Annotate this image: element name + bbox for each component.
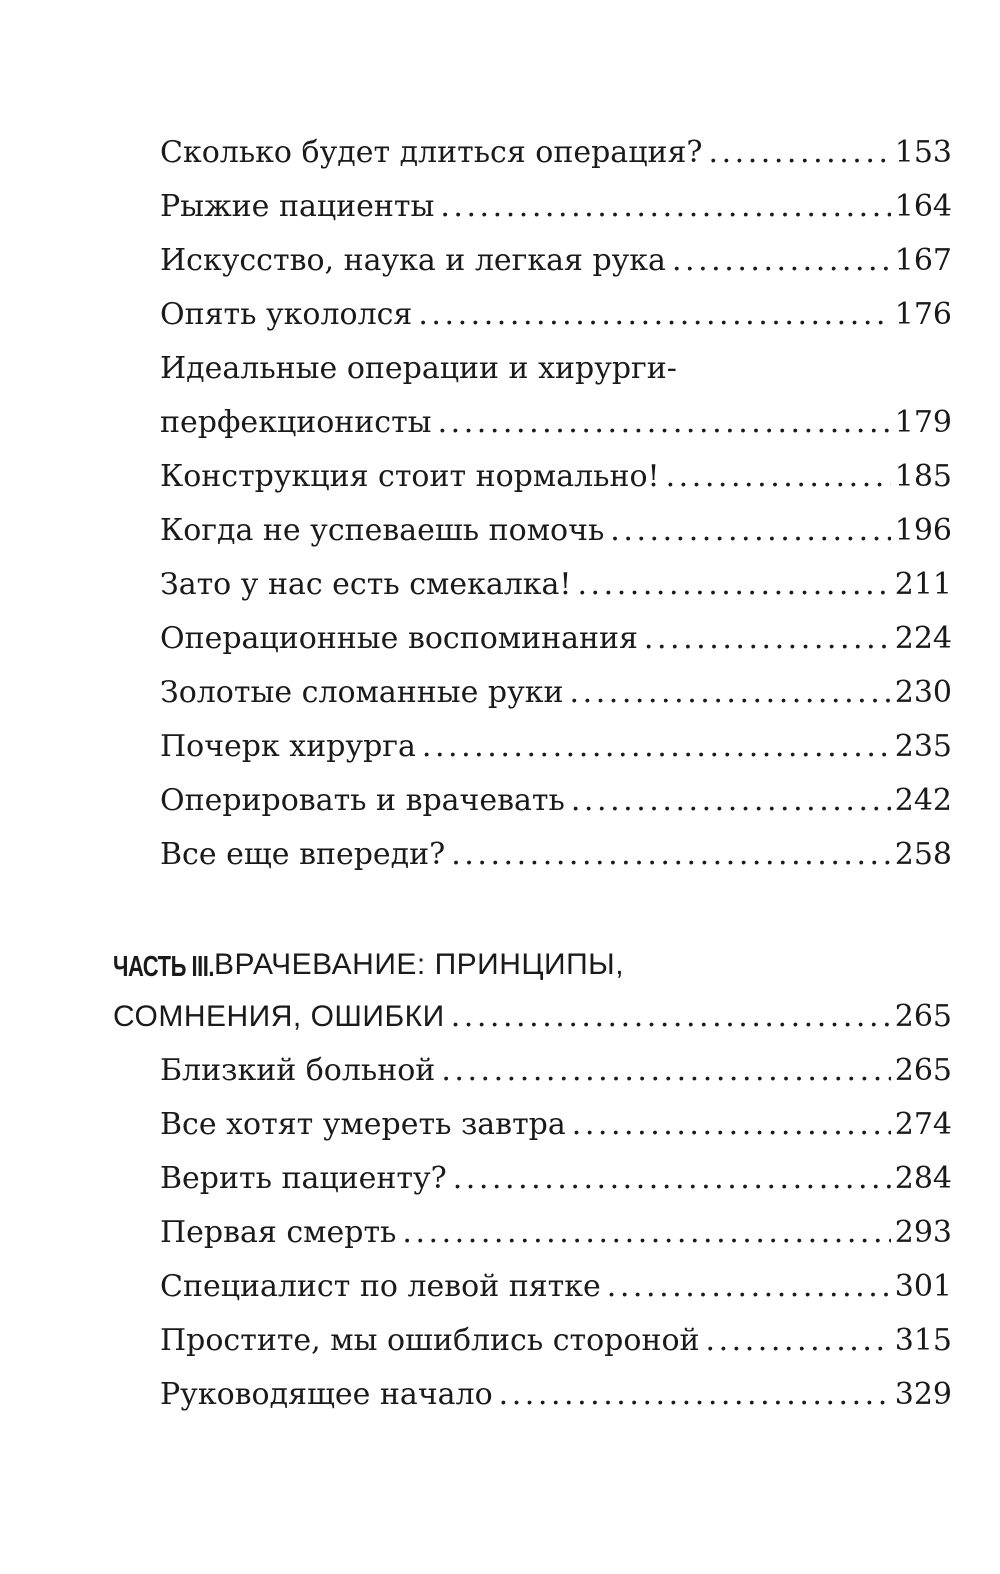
toc-entry: [160, 565, 952, 605]
toc-entry-title-line1: Идеальные операции и хирурги-: [160, 351, 677, 386]
toc-entry-page: 230: [894, 675, 952, 710]
dot-leader: [577, 565, 890, 605]
dot-leader: [402, 1213, 890, 1253]
toc-entry: [160, 1375, 952, 1415]
dot-leader: [570, 673, 891, 713]
toc-entry-page: 179: [894, 405, 952, 440]
toc-entry-page: 293: [894, 1215, 952, 1250]
toc-entry: [160, 1051, 952, 1091]
toc-entry: [160, 1267, 952, 1307]
toc-entry: [160, 403, 952, 443]
toc-entry: [160, 781, 952, 821]
dot-leader: [451, 997, 891, 1037]
toc-entry: [160, 133, 952, 173]
toc-entry-title: Первая смерть: [160, 1215, 397, 1250]
toc-entry-title: Специалист по левой пятке: [160, 1269, 601, 1304]
toc-entry: [160, 1321, 952, 1361]
toc-entry-title: Опять укололся: [160, 297, 413, 332]
dot-leader: [418, 295, 890, 335]
part-title-line1: ВРАЧЕВАНИЕ: ПРИНЦИПЫ,: [213, 948, 625, 981]
toc-entry-page: 196: [894, 513, 952, 548]
toc-entry: [160, 295, 952, 335]
toc-entry-title: Сколько будет длиться операция?: [160, 135, 703, 170]
toc-entry-title: Близкий больной: [160, 1053, 436, 1088]
toc-entry-title: Руководящее начало: [160, 1377, 493, 1412]
toc-entry-page: 235: [894, 729, 952, 764]
toc-entry-title: перфекционисты: [160, 405, 432, 440]
toc-entry-page: 153: [894, 135, 952, 170]
toc-entry-page: 274: [894, 1107, 952, 1142]
toc-entry-page: 258: [894, 837, 952, 872]
toc-entry-page: 265: [894, 1053, 952, 1088]
dot-leader: [440, 187, 890, 227]
dot-leader: [709, 133, 891, 173]
toc-entry-page: 164: [894, 189, 952, 224]
dot-leader: [666, 457, 891, 497]
toc-entry-title: Рыжие пациенты: [160, 189, 435, 224]
dot-leader: [451, 835, 891, 875]
toc-entry-title: Все еще впереди?: [160, 837, 446, 872]
dot-leader: [422, 727, 891, 767]
toc-entry-page: 185: [894, 459, 952, 494]
toc-entry-page: 329: [894, 1377, 952, 1412]
toc-entry-page: 301: [894, 1269, 952, 1304]
toc-entry-title: Верить пациенту?: [160, 1161, 447, 1196]
dot-leader: [453, 1159, 891, 1199]
dot-leader: [438, 403, 891, 443]
toc-entry-title: Почерк хирурга: [160, 729, 416, 764]
toc-entry: [160, 673, 952, 713]
part-label: ЧАСТЬ III.: [113, 950, 214, 983]
toc-entry-page: 211: [894, 567, 952, 602]
toc-entry-title: Зато у нас есть смекалка!: [160, 567, 572, 602]
dot-leader: [571, 781, 891, 821]
toc-entry: [160, 1105, 952, 1145]
toc-entry-page: 176: [894, 297, 952, 332]
toc-entry-page: 242: [894, 783, 952, 818]
toc-entry-page: 167: [894, 243, 952, 278]
dot-leader: [572, 1105, 891, 1145]
toc-entry: [160, 619, 952, 659]
dot-leader: [607, 1267, 891, 1307]
toc-entry-title: Золотые сломанные руки: [160, 675, 564, 710]
toc-entry: [160, 727, 952, 767]
part-page: 265: [894, 999, 952, 1034]
dot-leader: [499, 1375, 891, 1415]
toc-entry: [160, 457, 952, 497]
toc-entry-title: Когда не успеваешь помочь: [160, 513, 605, 548]
toc-entry: [160, 835, 952, 875]
dot-leader: [441, 1051, 890, 1091]
dot-leader: [706, 1321, 891, 1361]
part-heading-line2: [113, 997, 952, 1037]
toc-entry: [160, 1213, 952, 1253]
toc-entry: [160, 511, 952, 551]
toc-entry: [160, 187, 952, 227]
toc-entry-title: Операционные воспоминания: [160, 621, 638, 656]
toc-entry: [160, 241, 952, 281]
toc-entry-title: Все хотят умереть завтра: [160, 1107, 566, 1142]
toc-entry-page: 315: [894, 1323, 952, 1358]
dot-leader: [610, 511, 890, 551]
part-heading-line1: [113, 945, 952, 987]
dot-leader: [644, 619, 891, 659]
toc-entry-title: Простите, мы ошиблись стороной: [160, 1323, 700, 1358]
toc-entry-page: 284: [894, 1161, 952, 1196]
toc-entry: [160, 1159, 952, 1199]
toc-entry-title: Конструкция стоит нормально!: [160, 459, 660, 494]
dot-leader: [672, 241, 891, 281]
part-title-line2: СОМНЕНИЯ, ОШИБКИ: [113, 1000, 445, 1033]
toc-entry-title: Оперировать и врачевать: [160, 783, 565, 818]
toc-entry-title: Искусство, наука и легкая рука: [160, 243, 666, 278]
toc-entry-page: 224: [894, 621, 952, 656]
